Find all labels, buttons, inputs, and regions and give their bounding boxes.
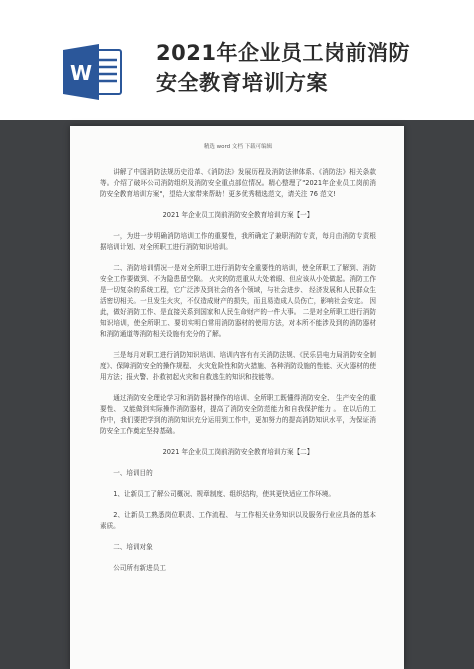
section-1-title: 2021 年企业员工岗前消防安全教育培训方案【一】 [162, 211, 314, 219]
section-2-item: 2、让新员工熟悉岗位职责、工作流程、 与工作相关业务知识以及服务行业应具备的基本素质。 [100, 511, 376, 530]
section-2-item: 二、培训对象 [113, 543, 153, 551]
section-1-paragraph: 一，为进一步明确消防培训工作的重要性，我所确定了兼职消防专责，每月由消防专责根据培训计划、对全所职工进行消防知识培训。 [100, 232, 376, 251]
logo-letter: W [69, 61, 93, 85]
title-line-1: 2021年企业员工岗前消防 [156, 41, 410, 65]
section-1-paragraph: 二、消防培训情况一是对全所职工进行消防安全重要性的培训，使全所职工了解到、消防安全工作要做到、不为隐患留空隙。 火灾的防范重从大处着眼、但应该从小处做起。消防工作是一切复杂的系统工程，它广泛涉及到社会的各个领域，与社会进步、 经济发展和人民群众生活密切相关。一旦发生火灾，不仅造成财产的损失，而且易造成人员伤亡，影响社会安定。 因此，做好消防工作、是直接关系到国家和人民生命财产的一件大事。 二是对全所职工进行消防知识培训，使全所职工、要切实明白常用消防器材的使用方法，对本所不能涉及到的消防器材和消防通道等消防相关设施有充分的了解。 [100, 264, 376, 338]
document-title [156, 38, 456, 98]
page-header: 精选 word 文档 下载可编辑 [203, 144, 273, 150]
section-1-paragraph: 三是每月对职工进行消防知识培训、培训内容有有关消防法规、《民乐县电力局消防安全制度》、保障消防安全的操作规程、 火灾危险性和防火措施、各种消防设施的性能、灭火器材的使用方法；报火警、扑救初起火灾和自救逃生的知识和技能等。 [100, 351, 376, 381]
section-2-item: 公司所有新进员工 [113, 564, 166, 572]
section-2-item: 1、让新员工了解公司概况、规章制度、组织结构，使其更快适应工作环境。 [113, 490, 335, 498]
word-document-icon [63, 44, 123, 100]
intro-paragraph: 讲解了中国消防法规历史沿革、《消防法》发展历程及消防法律体系、《消防法》相关条款等。介绍了破坏公司消防组织及消防安全重点部位情况。精心整理了"2021年企业员工岗前消防安全教育培训方案"，望给大家带来帮助！更多优秀精选范文，请关注 76 范文! [100, 168, 376, 198]
section-1-paragraph: 通过消防安全理论学习和消防器材操作的培训、全所职工既懂得消防安全、 生产安全的重要性、 又能做到实际操作消防器材，提高了消防安全防范能力和自我保护能力 。 在以后的工作中，我们要把学到的消防知识充分运用到工作中，更加努力的提高消防知识水平，为保证消防安全工作奠定坚持基础。 [100, 394, 376, 435]
document-body [100, 142, 376, 584]
document-page[interactable] [70, 126, 404, 669]
section-2-title: 2021 年企业员工岗前消防安全教育培训方案【二】 [162, 448, 314, 456]
word-logo-graphic [63, 44, 123, 100]
section-2-item: 一、培训目的 [113, 469, 153, 477]
title-line-2: 安全教育培训方案 [156, 71, 328, 95]
